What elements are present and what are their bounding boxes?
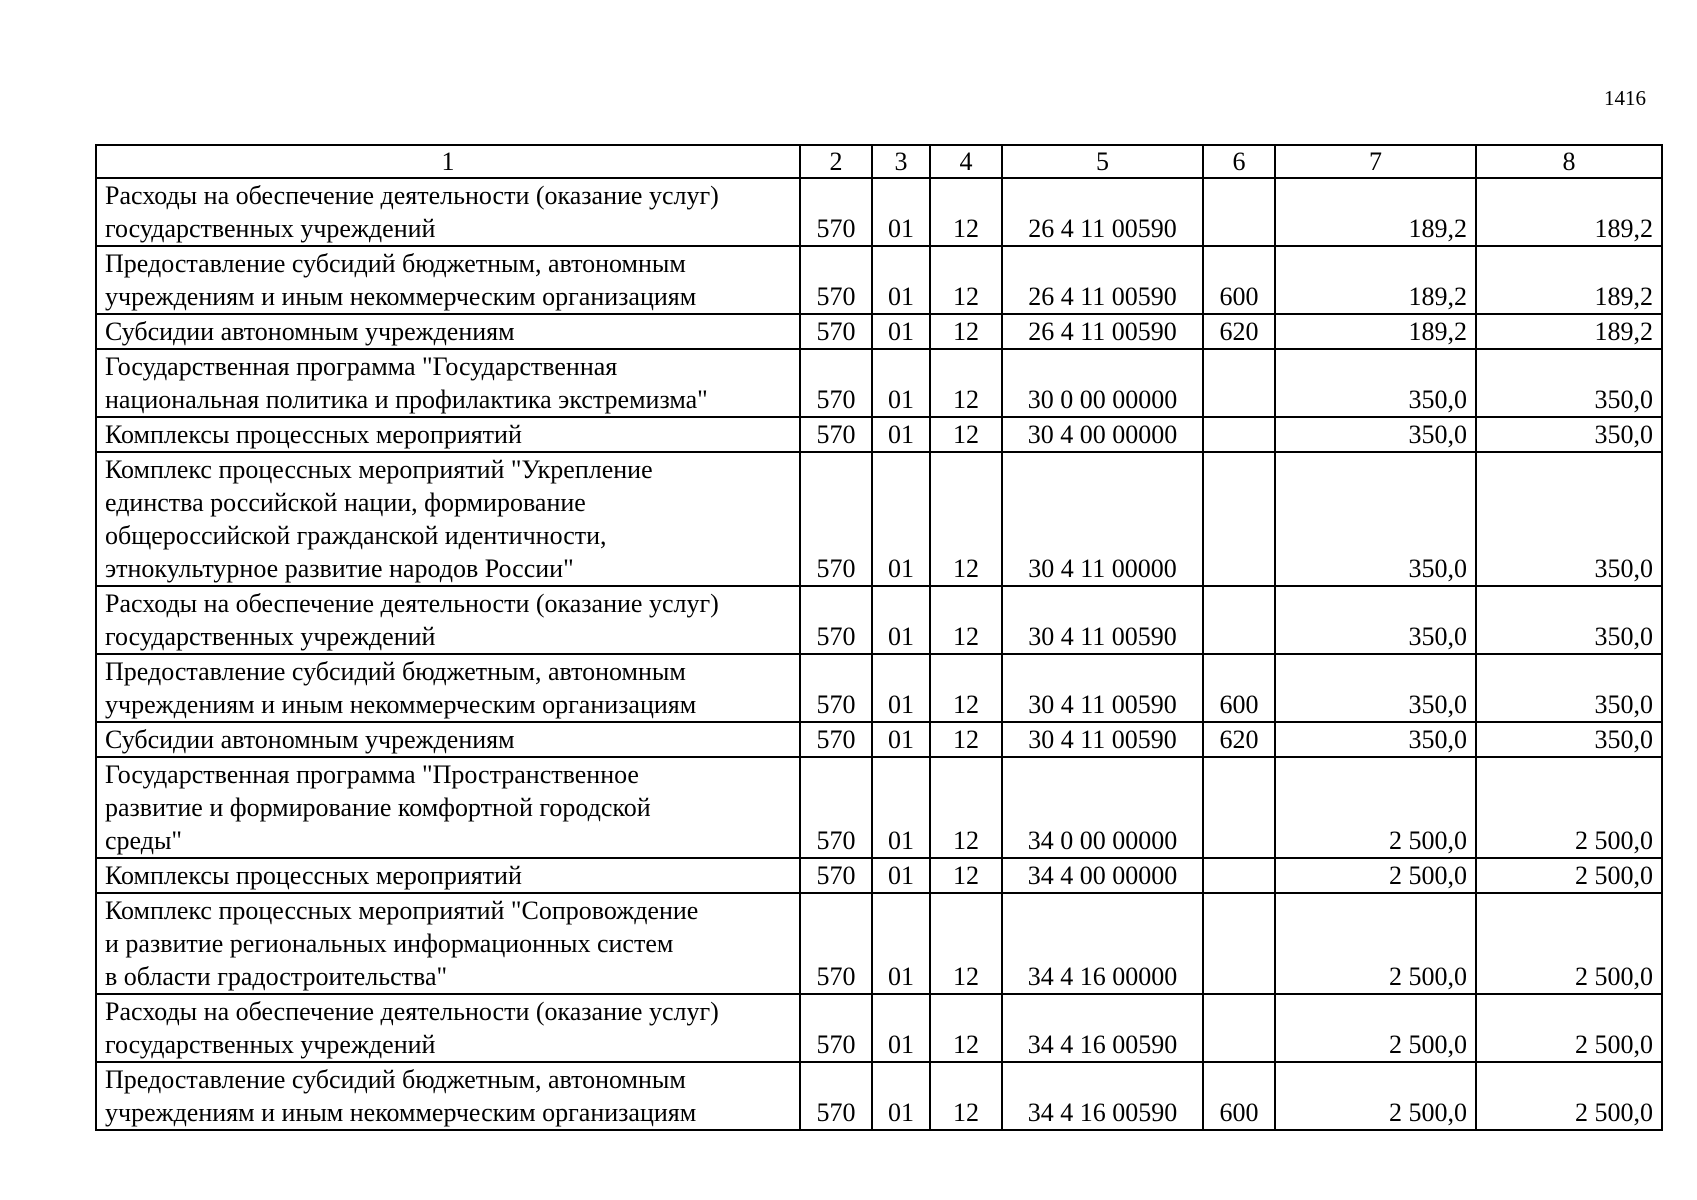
cell-subsection: 12 (930, 757, 1002, 858)
cell-ministry-code: 570 (800, 722, 872, 757)
cell-expense-type (1203, 586, 1275, 654)
cell-expense-type (1203, 757, 1275, 858)
table-row (96, 654, 1662, 722)
cell-target-article: 30 4 11 00590 (1002, 586, 1203, 654)
cell-section: 01 (872, 246, 930, 314)
cell-amount-8: 2 500,0 (1476, 858, 1662, 893)
cell-ministry-code: 570 (800, 654, 872, 722)
cell-subsection: 12 (930, 1062, 1002, 1130)
cell-name: Предоставление субсидий бюджетным, автономным учреждениям и иным некоммерческим организациям (96, 246, 800, 314)
cell-amount-7: 2 500,0 (1275, 1062, 1476, 1130)
cell-expense-type: 620 (1203, 722, 1275, 757)
table-row (96, 246, 1662, 314)
cell-subsection: 12 (930, 178, 1002, 246)
cell-amount-8: 189,2 (1476, 178, 1662, 246)
table-row (96, 858, 1662, 893)
table-row (96, 314, 1662, 349)
cell-amount-7: 350,0 (1275, 586, 1476, 654)
column-header-1: 1 (96, 145, 800, 178)
cell-target-article: 30 4 11 00590 (1002, 722, 1203, 757)
cell-section: 01 (872, 1062, 930, 1130)
table-row (96, 722, 1662, 757)
cell-ministry-code: 570 (800, 1062, 872, 1130)
cell-amount-7: 2 500,0 (1275, 994, 1476, 1062)
cell-expense-type (1203, 349, 1275, 417)
cell-amount-7: 2 500,0 (1275, 893, 1476, 994)
cell-ministry-code: 570 (800, 314, 872, 349)
cell-target-article: 26 4 11 00590 (1002, 178, 1203, 246)
column-header-8: 8 (1476, 145, 1662, 178)
table-row (96, 349, 1662, 417)
cell-target-article: 26 4 11 00590 (1002, 246, 1203, 314)
cell-ministry-code: 570 (800, 586, 872, 654)
cell-subsection: 12 (930, 722, 1002, 757)
page-number: 1416 (1604, 86, 1646, 110)
cell-name: Расходы на обеспечение деятельности (оказание услуг) государственных учреждений (96, 178, 800, 246)
cell-name: Предоставление субсидий бюджетным, автономным учреждениям и иным некоммерческим организациям (96, 654, 800, 722)
column-header-5: 5 (1002, 145, 1203, 178)
cell-section: 01 (872, 452, 930, 586)
cell-name: Комплекс процессных мероприятий "Укрепление единства российской нации, формирование общероссийской гражданской идентичности, этнокультурное развитие народов России" (96, 452, 800, 586)
table-row (96, 417, 1662, 452)
cell-section: 01 (872, 722, 930, 757)
cell-amount-7: 2 500,0 (1275, 858, 1476, 893)
table-row (96, 893, 1662, 994)
cell-amount-7: 350,0 (1275, 452, 1476, 586)
cell-ministry-code: 570 (800, 757, 872, 858)
cell-amount-8: 350,0 (1476, 417, 1662, 452)
cell-ministry-code: 570 (800, 349, 872, 417)
cell-amount-7: 2 500,0 (1275, 757, 1476, 858)
cell-subsection: 12 (930, 893, 1002, 994)
cell-section: 01 (872, 654, 930, 722)
cell-section: 01 (872, 858, 930, 893)
cell-amount-7: 350,0 (1275, 349, 1476, 417)
cell-amount-8: 2 500,0 (1476, 1062, 1662, 1130)
cell-name: Расходы на обеспечение деятельности (оказание услуг) государственных учреждений (96, 586, 800, 654)
cell-expense-type (1203, 858, 1275, 893)
cell-amount-8: 189,2 (1476, 246, 1662, 314)
cell-ministry-code: 570 (800, 417, 872, 452)
cell-expense-type (1203, 893, 1275, 994)
cell-target-article: 34 0 00 00000 (1002, 757, 1203, 858)
table-row (96, 757, 1662, 858)
cell-amount-8: 2 500,0 (1476, 757, 1662, 858)
cell-expense-type: 600 (1203, 246, 1275, 314)
cell-ministry-code: 570 (800, 858, 872, 893)
cell-expense-type: 600 (1203, 1062, 1275, 1130)
cell-amount-7: 189,2 (1275, 314, 1476, 349)
cell-subsection: 12 (930, 314, 1002, 349)
cell-amount-7: 189,2 (1275, 246, 1476, 314)
cell-name: Государственная программа "Пространственное развитие и формирование комфортной городской среды" (96, 757, 800, 858)
cell-amount-8: 2 500,0 (1476, 893, 1662, 994)
cell-section: 01 (872, 586, 930, 654)
cell-ministry-code: 570 (800, 452, 872, 586)
table-header-row (96, 145, 1662, 178)
cell-amount-8: 350,0 (1476, 586, 1662, 654)
cell-name: Комплекс процессных мероприятий "Сопровождение и развитие региональных информационных систем в области градостроительства" (96, 893, 800, 994)
cell-section: 01 (872, 417, 930, 452)
column-header-4: 4 (930, 145, 1002, 178)
cell-target-article: 26 4 11 00590 (1002, 314, 1203, 349)
budget-table (95, 144, 1663, 1131)
cell-name: Субсидии автономным учреждениям (96, 314, 800, 349)
cell-name: Комплексы процессных мероприятий (96, 858, 800, 893)
cell-amount-7: 350,0 (1275, 654, 1476, 722)
cell-amount-8: 350,0 (1476, 452, 1662, 586)
cell-subsection: 12 (930, 417, 1002, 452)
cell-expense-type (1203, 178, 1275, 246)
table-row (96, 1062, 1662, 1130)
cell-expense-type: 600 (1203, 654, 1275, 722)
cell-ministry-code: 570 (800, 178, 872, 246)
column-header-3: 3 (872, 145, 930, 178)
table-row (96, 994, 1662, 1062)
table-row (96, 452, 1662, 586)
cell-section: 01 (872, 178, 930, 246)
cell-ministry-code: 570 (800, 994, 872, 1062)
cell-target-article: 34 4 00 00000 (1002, 858, 1203, 893)
cell-expense-type (1203, 417, 1275, 452)
column-header-7: 7 (1275, 145, 1476, 178)
cell-section: 01 (872, 314, 930, 349)
cell-amount-8: 350,0 (1476, 349, 1662, 417)
cell-amount-8: 350,0 (1476, 654, 1662, 722)
cell-subsection: 12 (930, 858, 1002, 893)
cell-subsection: 12 (930, 452, 1002, 586)
cell-name: Комплексы процессных мероприятий (96, 417, 800, 452)
cell-expense-type (1203, 994, 1275, 1062)
cell-target-article: 30 4 11 00000 (1002, 452, 1203, 586)
cell-name: Субсидии автономным учреждениям (96, 722, 800, 757)
cell-target-article: 34 4 16 00590 (1002, 994, 1203, 1062)
cell-target-article: 30 4 00 00000 (1002, 417, 1203, 452)
cell-subsection: 12 (930, 246, 1002, 314)
table-body (96, 145, 1662, 1130)
cell-subsection: 12 (930, 994, 1002, 1062)
cell-amount-7: 189,2 (1275, 178, 1476, 246)
cell-subsection: 12 (930, 349, 1002, 417)
cell-ministry-code: 570 (800, 893, 872, 994)
cell-name: Расходы на обеспечение деятельности (оказание услуг) государственных учреждений (96, 994, 800, 1062)
cell-name: Государственная программа "Государственная национальная политика и профилактика экстремизма" (96, 349, 800, 417)
cell-amount-7: 350,0 (1275, 722, 1476, 757)
column-header-6: 6 (1203, 145, 1275, 178)
cell-section: 01 (872, 994, 930, 1062)
cell-amount-8: 189,2 (1476, 314, 1662, 349)
cell-section: 01 (872, 893, 930, 994)
table-row (96, 586, 1662, 654)
cell-target-article: 30 0 00 00000 (1002, 349, 1203, 417)
cell-target-article: 34 4 16 00000 (1002, 893, 1203, 994)
cell-target-article: 30 4 11 00590 (1002, 654, 1203, 722)
column-header-2: 2 (800, 145, 872, 178)
cell-amount-8: 2 500,0 (1476, 994, 1662, 1062)
cell-section: 01 (872, 757, 930, 858)
cell-expense-type: 620 (1203, 314, 1275, 349)
cell-expense-type (1203, 452, 1275, 586)
cell-name: Предоставление субсидий бюджетным, автономным учреждениям и иным некоммерческим организациям (96, 1062, 800, 1130)
cell-subsection: 12 (930, 586, 1002, 654)
cell-section: 01 (872, 349, 930, 417)
table-row (96, 178, 1662, 246)
cell-subsection: 12 (930, 654, 1002, 722)
cell-amount-7: 350,0 (1275, 417, 1476, 452)
cell-amount-8: 350,0 (1476, 722, 1662, 757)
cell-target-article: 34 4 16 00590 (1002, 1062, 1203, 1130)
cell-ministry-code: 570 (800, 246, 872, 314)
